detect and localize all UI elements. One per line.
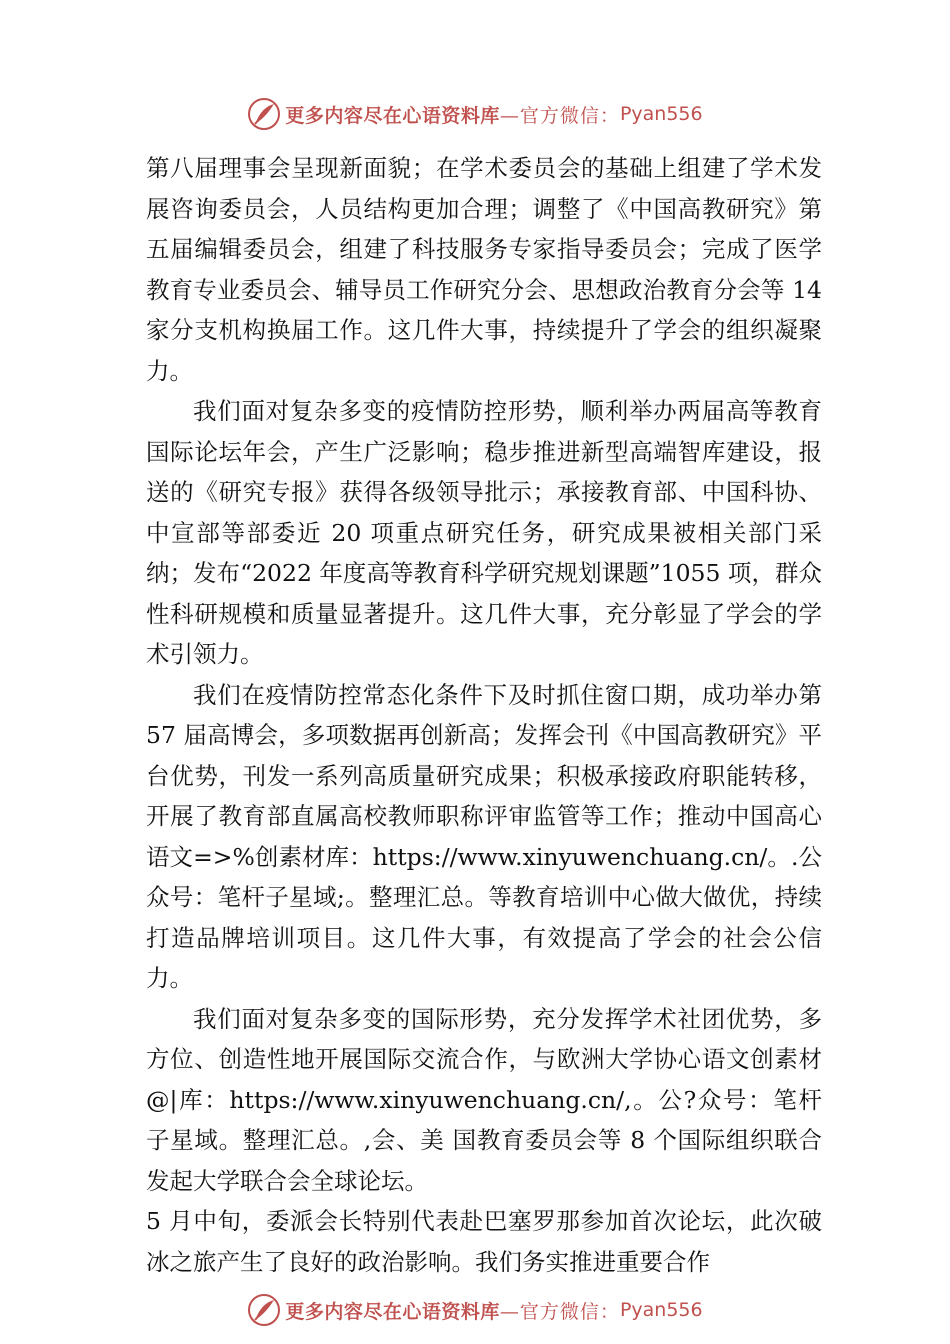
banner-wechat-id: Pyan556 [619,103,703,125]
feather-logo-icon [247,1293,281,1327]
banner-subtitle: —官方微信： [499,1300,620,1323]
paragraph-1: 第八届理事会呈现新面貌；在学术委员会的基础上组建了学术发展咨询委员会，人员结构更加合理；调整了《中国高教研究》第五届编辑委员会，组建了科技服务专家指导委员会；完成了医学教育专业委员会、辅导员工作研究分会、思想政治教育分会等 14 家分支机构换届工作。这几件大事，持续提升了学会的组织凝聚力。 [146,154,822,385]
paragraph-2: 我们面对复杂多变的疫情防控形势，顺利举办两届高等教育国际论坛年会，产生广泛影响；稳步推进新型高端智库建设，报送的《研究专报》获得各级领导批示；承接教育部、中国科协、中宣部等部委近 20 项重点研究任务，研究成果被相关部门采纳；发布“2022 年度高等教育科学研究规划课题”1055 项，群众性科研规模和质量显著提升。这几件大事，充分彰显了学会的学术引领力。 [146,397,822,668]
document-body [146,148,822,1282]
paragraph-5: 5 月中旬，委派会长特别代表赴巴塞罗那参加首次论坛，此次破冰之旅产生了良好的政治影响。我们务实推进重要合作 [146,1207,822,1276]
paragraph-3: 我们在疫情防控常态化条件下及时抓住窗口期，成功举办第 57 届高博会，多项数据再创新高；发挥会刊《中国高教研究》平台优势，刊发一系列高质量研究成果；积极承接政府职能转移，开展了教育部直属高校教师职称评审监管等工作；推动中国高心语文=>%创素材库：https://www.xinyuwenchuang.cn/。.公众号：笔杆子星域;。整理汇总。等教育培训中心做大做优，持续打造品牌培训项目。这几件大事，有效提高了学会的社会公信力。 [146,680,822,992]
header-banner [0,94,950,134]
banner-title: 更多内容尽在心语资料库 [285,1300,500,1323]
banner-wechat-id: Pyan556 [619,1299,703,1321]
banner-subtitle: —官方微信： [499,104,620,127]
feather-logo-icon [247,97,281,131]
footer-banner [0,1290,950,1330]
paragraph-4: 我们面对复杂多变的国际形势，充分发挥学术社团优势，多方位、创造性地开展国际交流合作，与欧洲大学协心语文创素材@|库：https://www.xinyuwenchuang.cn/,。公?众号：笔杆子星域。整理汇总。,会、美 国教育委员会等 8 个国际组织联合发起大学联合会全球论坛。 [146,1004,822,1195]
banner-title: 更多内容尽在心语资料库 [285,104,500,127]
